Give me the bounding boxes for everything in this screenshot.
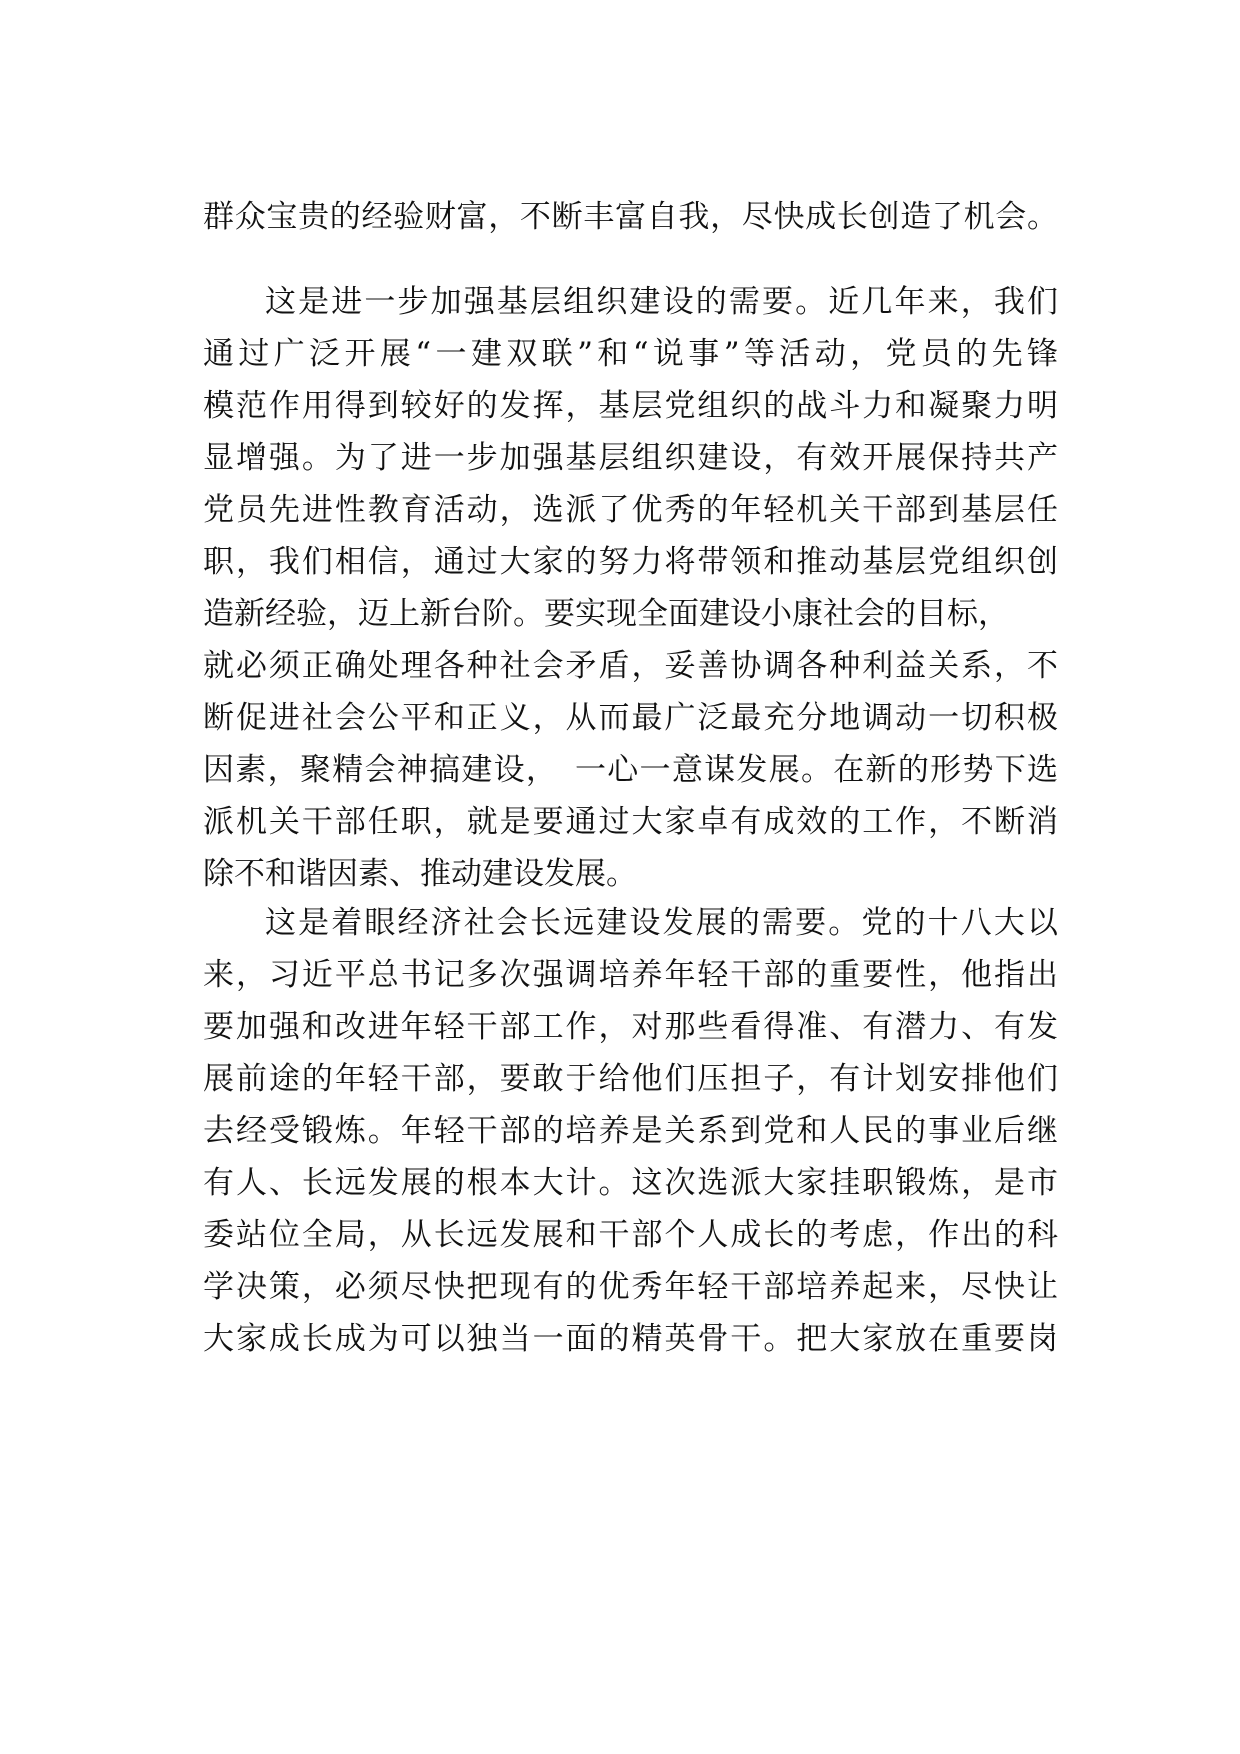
- paragraph-long-term-development: [203, 897, 1058, 1365]
- text-line: 因素，聚精会神搞建设， 一心一意谋发展。在新的形势下选: [203, 752, 1058, 788]
- text-line: 断促进社会公平和正义，从而最广泛最充分地调动一切积极: [203, 700, 1058, 736]
- text-line: 展前途的年轻干部，要敢于给他们压担子，有计划安排他们: [203, 1061, 1058, 1097]
- text-line: 显增强。为了进一步加强基层组织建设，有效开展保持共产: [203, 440, 1058, 476]
- text-line: 模范作用得到较好的发挥，基层党组织的战斗力和凝聚力明: [203, 388, 1058, 424]
- text-line: 派机关干部任职，就是要通过大家卓有成效的工作，不断消: [203, 804, 1058, 840]
- text-line: 大家成长成为可以独当一面的精英骨干。把大家放在重要岗: [203, 1321, 1058, 1357]
- text-line: 职，我们相信，通过大家的努力将带领和推动基层党组织创: [203, 544, 1058, 580]
- text-line: 通过广泛开展“一建双联”和“说事”等活动，党员的先锋: [203, 336, 1058, 372]
- text-line: 造新经验，迈上新台阶。要实现全面建设小康社会的目标，: [203, 596, 1009, 632]
- text-line: 来，习近平总书记多次强调培养年轻干部的重要性，他指出: [203, 957, 1058, 993]
- text-line: 党员先进性教育活动，选派了优秀的年轻机关干部到基层任: [203, 492, 1058, 528]
- text-line: 群众宝贵的经验财富，不断丰富自我，尽快成长创造了机会。: [203, 199, 1058, 235]
- text-line: 除不和谐因素、推动建设发展。: [203, 856, 637, 892]
- text-line: 去经受锻炼。年轻干部的培养是关系到党和人民的事业后继: [203, 1113, 1058, 1149]
- paragraph-continuation: [203, 191, 1058, 243]
- text-line: 要加强和改进年轻干部工作，对那些看得准、有潜力、有发: [203, 1009, 1058, 1045]
- paragraph-organization-building: [203, 276, 1058, 900]
- text-line: 有人、长远发展的根本大计。这次选派大家挂职锻炼，是市: [203, 1165, 1058, 1201]
- text-line: 学决策，必须尽快把现有的优秀年轻干部培养起来，尽快让: [203, 1269, 1058, 1305]
- text-line: 这是进一步加强基层组织建设的需要。近几年来，我们: [265, 284, 1058, 320]
- text-line: 就必须正确处理各种社会矛盾，妥善协调各种利益关系，不: [203, 648, 1058, 684]
- text-line: 委站位全局，从长远发展和干部个人成长的考虑，作出的科: [203, 1217, 1058, 1253]
- text-line: 这是着眼经济社会长远建设发展的需要。党的十八大以: [265, 905, 1058, 941]
